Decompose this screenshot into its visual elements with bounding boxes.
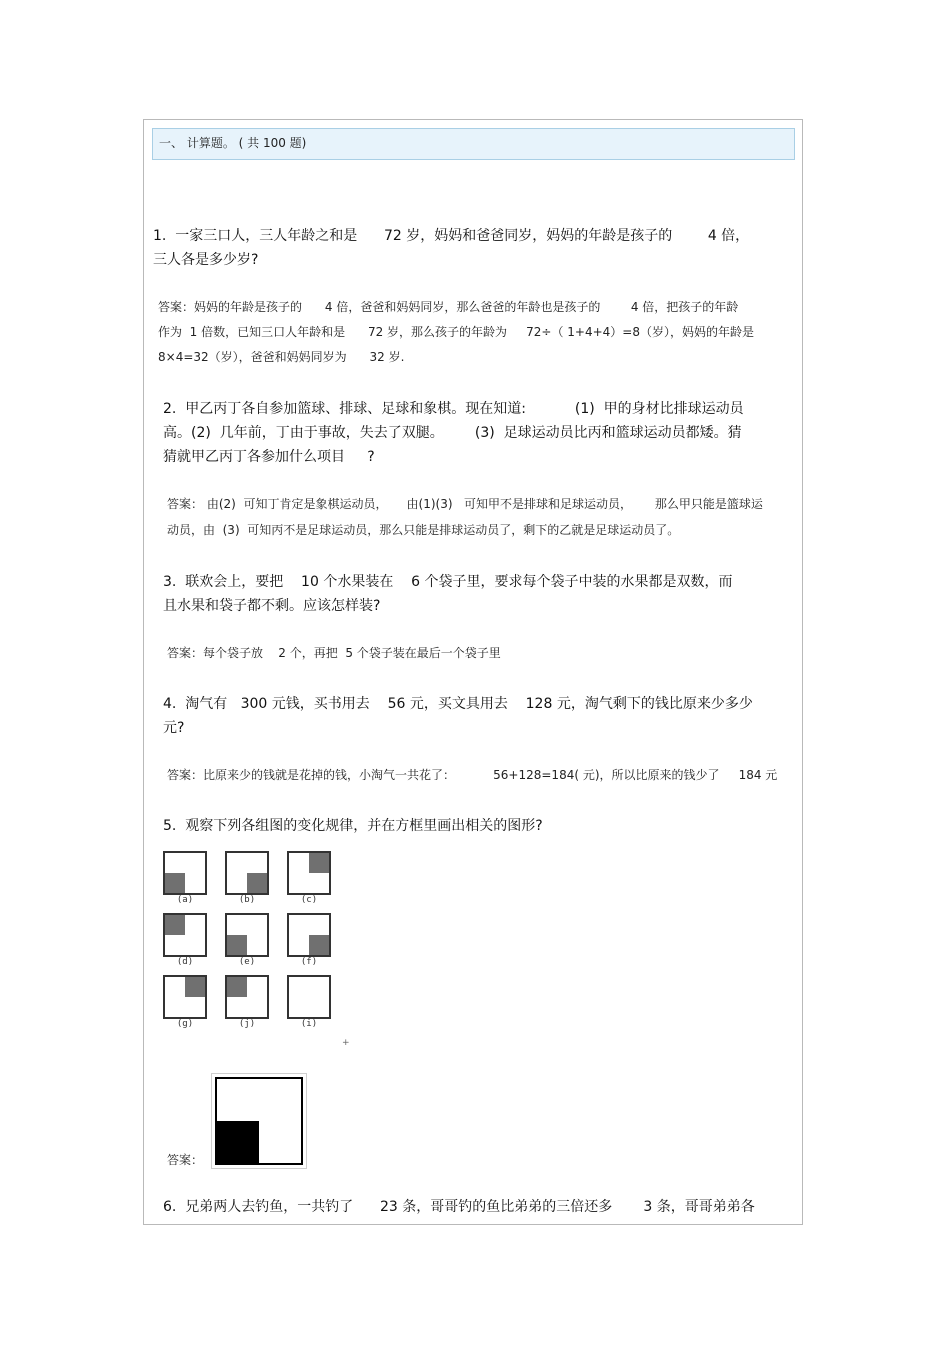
pattern-square	[225, 975, 269, 1019]
pattern-cell	[163, 975, 207, 1035]
pattern-square	[163, 975, 207, 1019]
pattern-square	[287, 913, 331, 957]
answer-1-line-3: 8×4=32（岁），爸爸和妈妈同岁为 32 岁.	[158, 350, 405, 364]
question-2-line-2: 高。(2) 几年前，丁由于事故，失去了双腿。 (3) 足球运动员比丙和篮球运动员都矮。猜	[163, 425, 742, 441]
pattern-caption: (g)	[176, 1019, 194, 1029]
pattern-caption: (a)	[176, 895, 194, 905]
pattern-shaded-corner	[309, 935, 329, 955]
question-3-line-1: 3. 联欢会上，要把 10 个水果装在 6 个袋子里，要求每个袋子中装的水果都是双数，而	[163, 574, 733, 590]
pattern-shaded-corner	[165, 915, 185, 935]
pattern-square	[287, 975, 331, 1019]
answer-1-line-1: 答案：妈妈的年龄是孩子的 4 倍，爸爸和妈妈同岁，那么爸爸的年龄也是孩子的 4 倍，把孩子的年龄	[158, 300, 739, 314]
figure-corner-mark: +	[342, 1038, 350, 1048]
question-6-line-1: 6. 兄弟两人去钓鱼，一共钓了 23 条，哥哥钓的鱼比弟弟的三倍还多 3 条，哥哥弟弟各	[163, 1199, 755, 1215]
pattern-shaded-corner	[227, 935, 247, 955]
pattern-shaded-corner	[247, 873, 267, 893]
section-header: 一、 计算题。 ( 共 100 题)	[152, 128, 795, 160]
question-2-line-3: 猜就甲乙丙丁各参加什么项目 ?	[163, 449, 375, 465]
pattern-cell	[287, 913, 331, 973]
pattern-cell	[287, 975, 331, 1035]
question-4-line-2: 元?	[163, 720, 185, 736]
pattern-square	[287, 851, 331, 895]
question-4-line-1: 4. 淘气有 300 元钱，买书用去 56 元，买文具用去 128 元，淘气剩下的钱比原来少多少	[163, 696, 753, 712]
pattern-cell	[287, 851, 331, 911]
question-1-line-2: 三人各是多少岁?	[153, 252, 259, 268]
answer-5-figure	[211, 1073, 307, 1169]
pattern-square	[163, 851, 207, 895]
answer-4-line-1: 答案：比原来少的钱就是花掉的钱，小淘气一共花了： 56+128=184( 元)，所以比原来的钱少了 184 元	[167, 768, 778, 782]
answer-1-line-2: 作为 1 倍数，已知三口人年龄和是 72 岁，那么孩子的年龄为 72÷（ 1+4+4）=8（岁），妈妈的年龄是	[158, 325, 754, 339]
pattern-figure-grid	[163, 851, 349, 1041]
question-1-line-1: 1. 一家三口人，三人年龄之和是 72 岁，妈妈和爸爸同岁，妈妈的年龄是孩子的 4 倍，	[153, 228, 750, 244]
question-3-line-2: 且水果和袋子都不剩。应该怎样装?	[163, 598, 381, 614]
answer-2-line-1: 答案： 由(2) 可知丁肯定是象棋运动员， 由(1)(3) 可知甲不是排球和足球运动员， 那么甲只能是篮球运	[167, 497, 763, 511]
answer-square-outline	[215, 1077, 303, 1165]
pattern-caption: (d)	[176, 957, 194, 967]
question-5-line-1: 5. 观察下列各组图的变化规律，并在方框里画出相关的图形?	[163, 818, 543, 834]
answer-3-line-1: 答案：每个袋子放 2 个，再把 5 个袋子装在最后一个袋子里	[167, 646, 501, 660]
pattern-shaded-corner	[309, 853, 329, 873]
pattern-shaded-corner	[185, 977, 205, 997]
pattern-square	[225, 851, 269, 895]
pattern-square	[225, 913, 269, 957]
pattern-square	[163, 913, 207, 957]
pattern-cell	[225, 851, 269, 911]
answer-2-line-2: 动员，由 (3) 可知丙不是足球运动员，那么只能是排球运动员了，剩下的乙就是足球运动员了。	[167, 523, 680, 537]
pattern-caption: (e)	[238, 957, 256, 967]
pattern-caption: (i)	[300, 1019, 318, 1029]
pattern-cell	[225, 975, 269, 1035]
pattern-caption: (f)	[300, 957, 318, 967]
pattern-caption: (c)	[300, 895, 318, 905]
pattern-shaded-corner	[227, 977, 247, 997]
pattern-shaded-corner	[165, 873, 185, 893]
pattern-cell	[225, 913, 269, 973]
pattern-cell	[163, 851, 207, 911]
pattern-cell	[163, 913, 207, 973]
pattern-caption: (b)	[238, 895, 256, 905]
pattern-caption: (j)	[238, 1019, 256, 1029]
answer-square-shaded-corner	[217, 1121, 259, 1163]
worksheet-page	[143, 119, 803, 1225]
answer-5-label: 答案：	[167, 1153, 204, 1167]
question-2-line-1: 2. 甲乙丙丁各自参加篮球、排球、足球和象棋。现在知道: (1) 甲的身材比排球运动员	[163, 401, 744, 417]
